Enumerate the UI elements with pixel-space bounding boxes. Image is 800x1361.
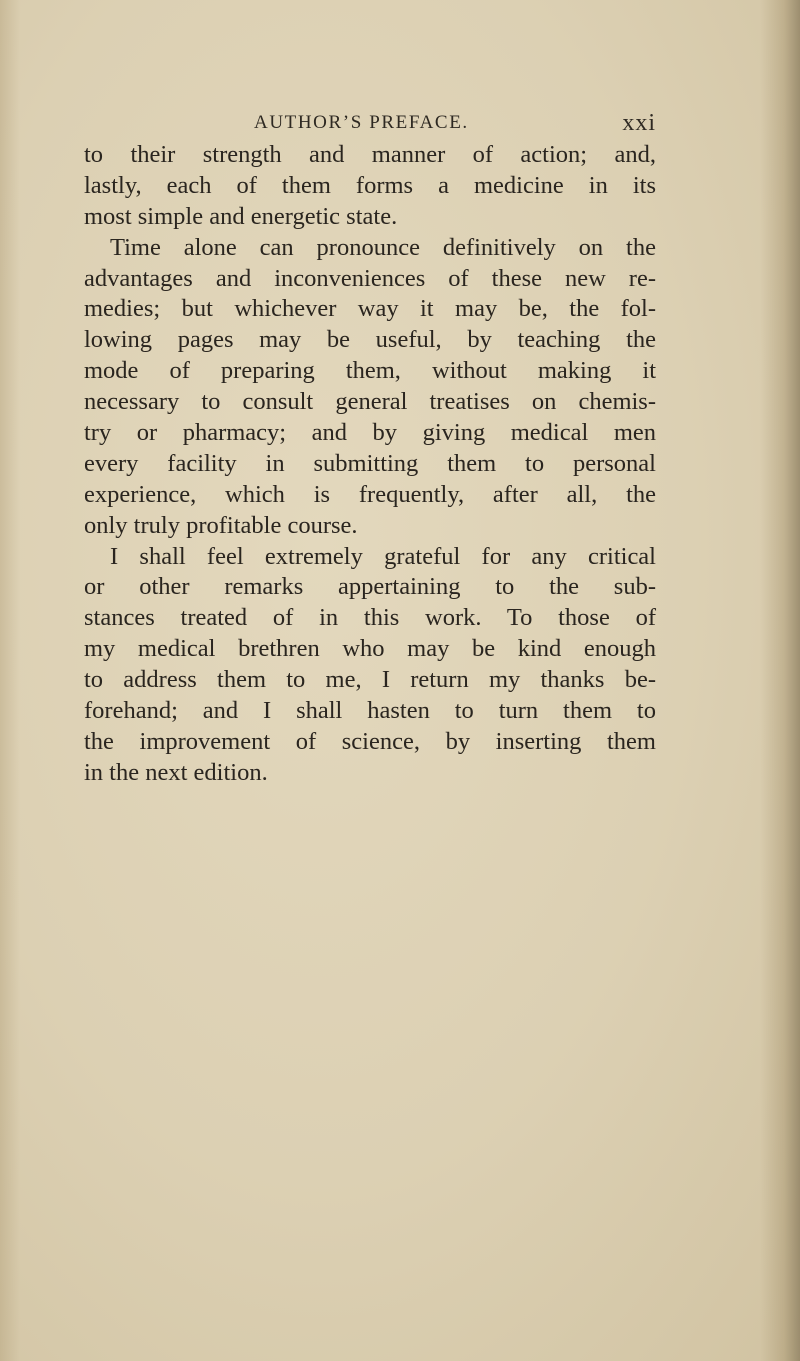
text-line: every facility in submitting them to personal <box>84 449 656 477</box>
text-line: to their strength and manner of action; and, <box>84 141 656 168</box>
text-line: lastly, each of them forms a medicine in its <box>84 171 656 199</box>
body-text <box>84 140 656 789</box>
text-line: my medical brethren who may be kind enough <box>84 635 656 663</box>
text-line: forehand; and I shall hasten to turn them to <box>84 697 656 725</box>
text-line: or other remarks appertaining to the sub- <box>84 573 656 601</box>
text-line: advantages and inconveniences of these new re- <box>84 264 656 292</box>
text-line: lowing pages may be useful, by teaching the <box>84 326 656 354</box>
text-line: most simple and energetic state. <box>84 202 398 230</box>
running-title: AUTHOR’S PREFACE. <box>254 112 469 133</box>
page-gutter-shadow <box>760 0 800 1361</box>
page-number: xxi <box>622 110 656 136</box>
text-line: in the next edition. <box>84 758 268 786</box>
text-line: try or pharmacy; and by giving medical men <box>84 419 656 447</box>
text-line: experience, which is frequently, after all, the <box>84 480 656 508</box>
text-line: the improvement of science, by inserting them <box>84 727 656 755</box>
text-line: necessary to consult general treatises on chemis- <box>84 388 656 416</box>
text-line: only truly profitable course. <box>84 511 358 539</box>
page-left-edge <box>0 0 20 1361</box>
paragraph-start-line: I shall feel extremely grateful for any critical <box>110 542 656 570</box>
text-line: medies; but whichever way it may be, the fol- <box>84 295 656 323</box>
text-line: mode of preparing them, without making it <box>84 357 656 385</box>
text-line: stances treated of in this work. To those of <box>84 604 656 632</box>
text-line: to address them to me, I return my thanks be- <box>84 666 656 694</box>
running-head <box>84 104 656 140</box>
paragraph-start-line: Time alone can pronounce definitively on the <box>110 233 656 261</box>
